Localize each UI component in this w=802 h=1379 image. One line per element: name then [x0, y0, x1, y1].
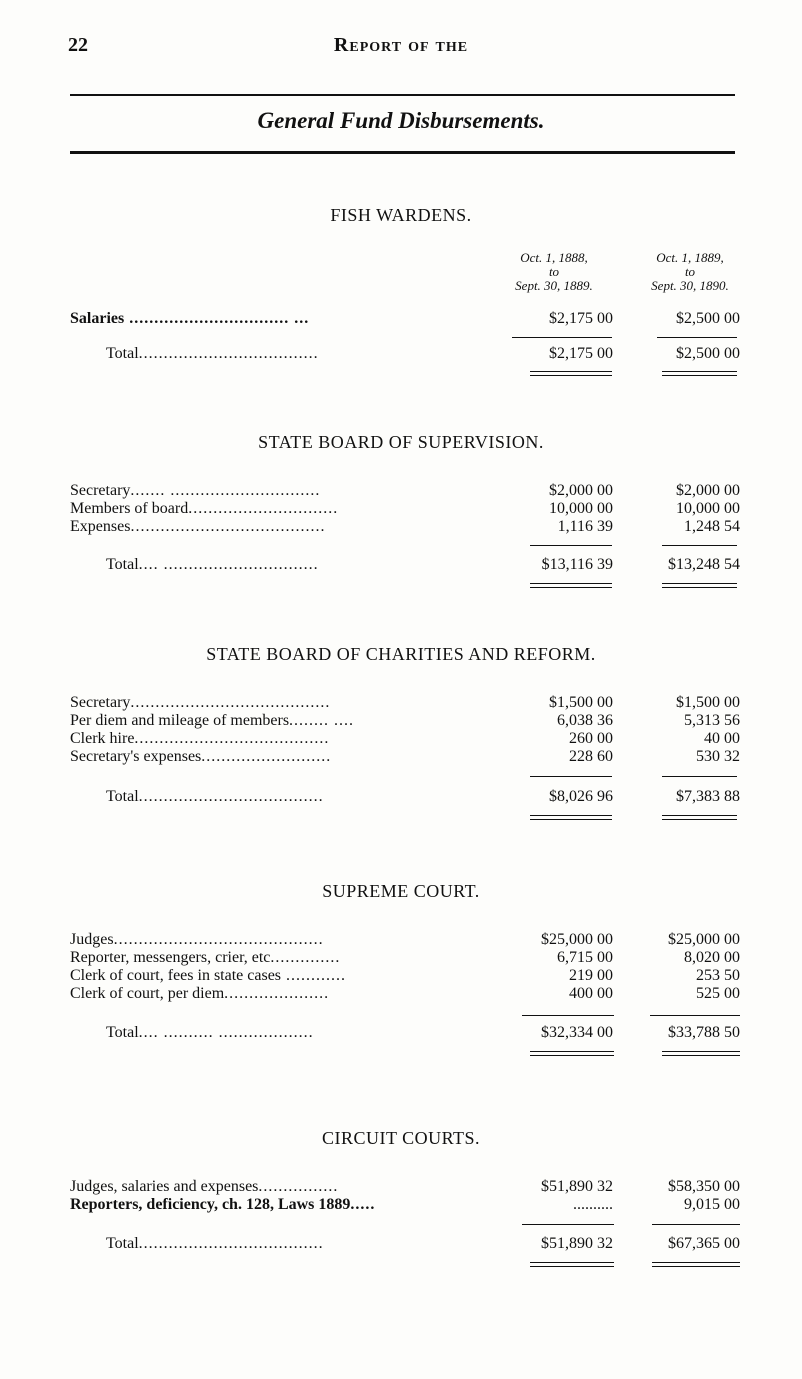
subtotal-rule [662, 776, 737, 777]
value-1890: $2,500 00 [676, 310, 740, 327]
table-row [0, 712, 802, 730]
total-1890: $2,500 00 [676, 345, 740, 362]
section-heading: SUPREME COURT. [322, 881, 480, 901]
title-rule-top [70, 94, 735, 96]
total-row [0, 1235, 802, 1253]
subtotal-rule [522, 1015, 614, 1016]
title-rule-bottom [70, 151, 735, 154]
total-1889: $2,175 00 [549, 345, 613, 362]
section-heading: STATE BOARD OF CHARITIES AND REFORM. [206, 644, 596, 664]
column-header-line: to [548, 264, 560, 279]
total-1890: $67,365 00 [668, 1235, 740, 1252]
total-1889: $32,334 00 [541, 1024, 613, 1041]
value-1890: 525 00 [696, 985, 740, 1002]
total-double-rule [652, 1262, 740, 1267]
subtotal-rule [522, 1224, 614, 1225]
value-1890: 40 00 [704, 730, 740, 747]
table-row [0, 748, 802, 766]
total-1889: $8,026 96 [549, 788, 613, 805]
column-header-line: Oct. 1, 1888, [520, 250, 588, 265]
subtotal-rule [657, 337, 737, 338]
row-label: Secretary....... .............................. [70, 482, 321, 499]
page-number: 22 [68, 34, 88, 56]
total-1889: $13,116 39 [541, 556, 613, 573]
table-row [0, 500, 802, 518]
total-double-rule [662, 371, 737, 376]
value-1890: 10,000 00 [676, 500, 740, 517]
value-1890: $1,500 00 [676, 694, 740, 711]
total-row [0, 345, 802, 363]
total-label: Total.... ............................... [106, 556, 319, 573]
subtotal-rule [650, 1015, 740, 1016]
value-1889: $25,000 00 [541, 931, 613, 948]
value-1890: 530 32 [696, 748, 740, 765]
table-row [0, 482, 802, 500]
total-double-rule [530, 1262, 614, 1267]
total-label: Total..................................... [106, 1235, 324, 1252]
total-double-rule [530, 1051, 614, 1056]
row-label: Secretary's expenses.......................... [70, 748, 332, 765]
total-double-rule [662, 815, 737, 820]
row-label: Salaries ................................ ... [70, 310, 310, 327]
total-label: Total.................................... [106, 345, 319, 362]
row-label: Clerk of court, fees in state cases ............ [70, 967, 347, 984]
value-1889: 400 00 [569, 985, 613, 1002]
subtotal-rule [530, 776, 612, 777]
column-header-line: to [684, 264, 696, 279]
row-label: Per diem and mileage of members........ .... [70, 712, 355, 729]
subtotal-rule [652, 1224, 740, 1225]
row-label: Reporters, deficiency, ch. 128, Laws 1889..... [70, 1196, 376, 1213]
table-row [0, 694, 802, 712]
section-heading: CIRCUIT COURTS. [321, 1128, 481, 1148]
section-heading: STATE BOARD OF SUPERVISION. [258, 432, 544, 452]
running-head [0, 34, 802, 62]
table-row [0, 949, 802, 967]
total-double-rule [530, 583, 612, 588]
total-double-rule [530, 815, 612, 820]
total-1890: $7,383 88 [676, 788, 740, 805]
value-1890: 8,020 00 [684, 949, 740, 966]
row-label: Clerk hire....................................... [70, 730, 330, 747]
total-double-rule [662, 583, 737, 588]
total-double-rule [530, 371, 612, 376]
value-1890: $58,350 00 [668, 1178, 740, 1195]
value-1889: $2,000 00 [549, 482, 613, 499]
row-label: Clerk of court, per diem..................... [70, 985, 330, 1002]
value-1889: 6,715 00 [557, 949, 613, 966]
total-label: Total..................................... [106, 788, 324, 805]
table-row [0, 310, 802, 328]
column-header-line: Oct. 1, 1889, [656, 250, 724, 265]
value-1889: $1,500 00 [549, 694, 613, 711]
row-label: Members of board.............................. [70, 500, 339, 517]
value-1889: 260 00 [569, 730, 613, 747]
value-1890: 1,248 54 [684, 518, 740, 535]
column-header-1889 [630, 251, 750, 293]
table-row [0, 1196, 802, 1214]
table-row [0, 1178, 802, 1196]
value-1889: 6,038 36 [557, 712, 613, 729]
total-row [0, 556, 802, 574]
value-1890: 5,313 56 [684, 712, 740, 729]
subtotal-rule [530, 545, 612, 546]
value-1889: $51,890 32 [541, 1178, 613, 1195]
value-1889: 219 00 [569, 967, 613, 984]
total-1889: $51,890 32 [541, 1235, 613, 1252]
row-label: Expenses....................................... [70, 518, 326, 535]
row-label: Reporter, messengers, crier, etc.............. [70, 949, 341, 966]
value-1889: .......... [573, 1196, 613, 1213]
total-double-rule [662, 1051, 740, 1056]
value-1890: $25,000 00 [668, 931, 740, 948]
total-1890: $13,248 54 [668, 556, 740, 573]
column-header-1888 [494, 251, 614, 293]
value-1890: 253 50 [696, 967, 740, 984]
total-row [0, 1024, 802, 1042]
document-title: General Fund Disbursements. [257, 108, 545, 133]
value-1889: 228 60 [569, 748, 613, 765]
total-label: Total.... .......... ................... [106, 1024, 314, 1041]
running-title: Report of the [333, 34, 469, 56]
subtotal-rule [512, 337, 612, 338]
table-row [0, 931, 802, 949]
value-1889: 10,000 00 [549, 500, 613, 517]
column-header-line: Sept. 30, 1889. [515, 278, 593, 293]
column-header-line: Sept. 30, 1890. [651, 278, 729, 293]
table-row [0, 985, 802, 1003]
table-row [0, 967, 802, 985]
row-label: Judges.......................................... [70, 931, 324, 948]
row-label: Judges, salaries and expenses................ [70, 1178, 339, 1195]
subtotal-rule [662, 545, 737, 546]
value-1889: $2,175 00 [549, 310, 613, 327]
total-row [0, 788, 802, 806]
value-1890: $2,000 00 [676, 482, 740, 499]
section-heading: FISH WARDENS. [330, 205, 472, 225]
value-1889: 1,116 39 [557, 518, 613, 535]
row-label: Secretary........................................ [70, 694, 331, 711]
table-row [0, 518, 802, 536]
value-1890: 9,015 00 [684, 1196, 740, 1213]
total-1890: $33,788 50 [668, 1024, 740, 1041]
table-row [0, 730, 802, 748]
